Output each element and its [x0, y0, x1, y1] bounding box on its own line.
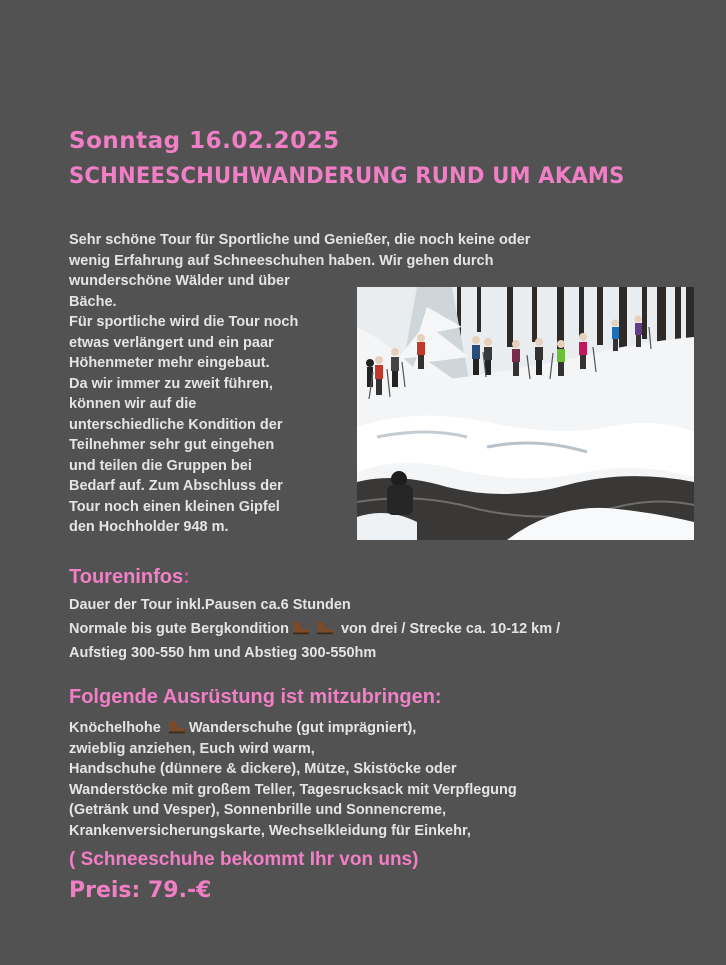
price-label: Preis: 79.-€ [69, 878, 212, 903]
snowshoe-group-photo [357, 287, 694, 540]
intro-line: den Hochholder 948 m. [69, 519, 229, 535]
equipment-heading: Folgende Ausrüstung ist mitzubringen: [69, 686, 442, 708]
equipment-line-end: Wanderschuhe (gut imprägniert), [188, 720, 417, 736]
hiking-boot-icon [291, 621, 311, 635]
hiking-boot-icon [167, 720, 187, 734]
equipment-line [69, 718, 709, 739]
event-title: SCHNEESCHUHWANDERUNG RUND UM AKAMS [69, 164, 625, 189]
intro-text-narrow [69, 271, 354, 538]
tour-condition [69, 617, 709, 641]
intro-line: Sehr schöne Tour für Sportliche und Genießer, die noch keine oder [69, 232, 531, 248]
intro-line: unterschiedliche Kondition der [69, 416, 283, 433]
toureninfos-heading [69, 566, 190, 589]
intro-line: wunderschöne Wälder und über [69, 273, 290, 289]
intro-line: Tour noch einen kleinen Gipfel [69, 498, 280, 515]
tour-ascent: Aufstieg 300-550 hm und Abstieg 300-550hm [69, 645, 377, 661]
tour-duration: Dauer der Tour inkl.Pausen ca.6 Stunden [69, 597, 351, 613]
intro-line: Bäche. [69, 293, 117, 310]
equipment-line: Handschuhe (dünnere & dickere), Mütze, Skistöcke oder [69, 761, 457, 777]
intro-line: Für sportliche wird die Tour noch [69, 314, 299, 330]
equipment-list [69, 718, 709, 841]
event-date: Sonntag 16.02.2025 [69, 128, 340, 154]
intro-line: etwas verlängert und ein paar [69, 334, 274, 351]
tour-condition-label: Normale bis gute Bergkondition [69, 621, 289, 637]
equipment-line: (Getränk und Vesper), Sonnenbrille und Sonnencreme, [69, 802, 447, 818]
intro-line: Da wir immer zu zweit führen, [69, 375, 273, 392]
tour-condition-detail: von drei / Strecke ca. 10-12 km / [336, 621, 561, 637]
hiking-boot-icon [315, 621, 335, 635]
intro-line: und teilen die Gruppen bei [69, 457, 252, 474]
snow-forest-illustration [357, 287, 694, 540]
intro-line: Höhenmeter mehr eingebaut. [69, 355, 270, 371]
equipment-line: zwieblig anziehen, Euch wird warm, [69, 740, 315, 757]
equipment-line: Krankenversicherungskarte, Wechselkleidung für Einkehr, [69, 822, 471, 839]
equipment-line-start: Knöchelhohe [69, 720, 165, 736]
intro-line: Teilnehmer sehr gut eingehen [69, 437, 275, 453]
intro-line: können wir auf die [69, 396, 197, 412]
intro-text-wide [69, 230, 669, 271]
toureninfos-heading-text: Toureninfos [69, 566, 184, 588]
toureninfos-list [69, 593, 709, 665]
toureninfos-heading-colon: : [183, 566, 190, 588]
intro-line: Bedarf auf. Zum Abschluss der [69, 478, 283, 494]
snowshoe-note: ( Schneeschuhe bekommt Ihr von uns) [69, 849, 419, 870]
intro-line: wenig Erfahrung auf Schneeschuhen haben. Wir gehen durch [69, 252, 494, 269]
equipment-line: Wanderstöcke mit großem Teller, Tagesrucksack mit Verpflegung [69, 781, 517, 798]
